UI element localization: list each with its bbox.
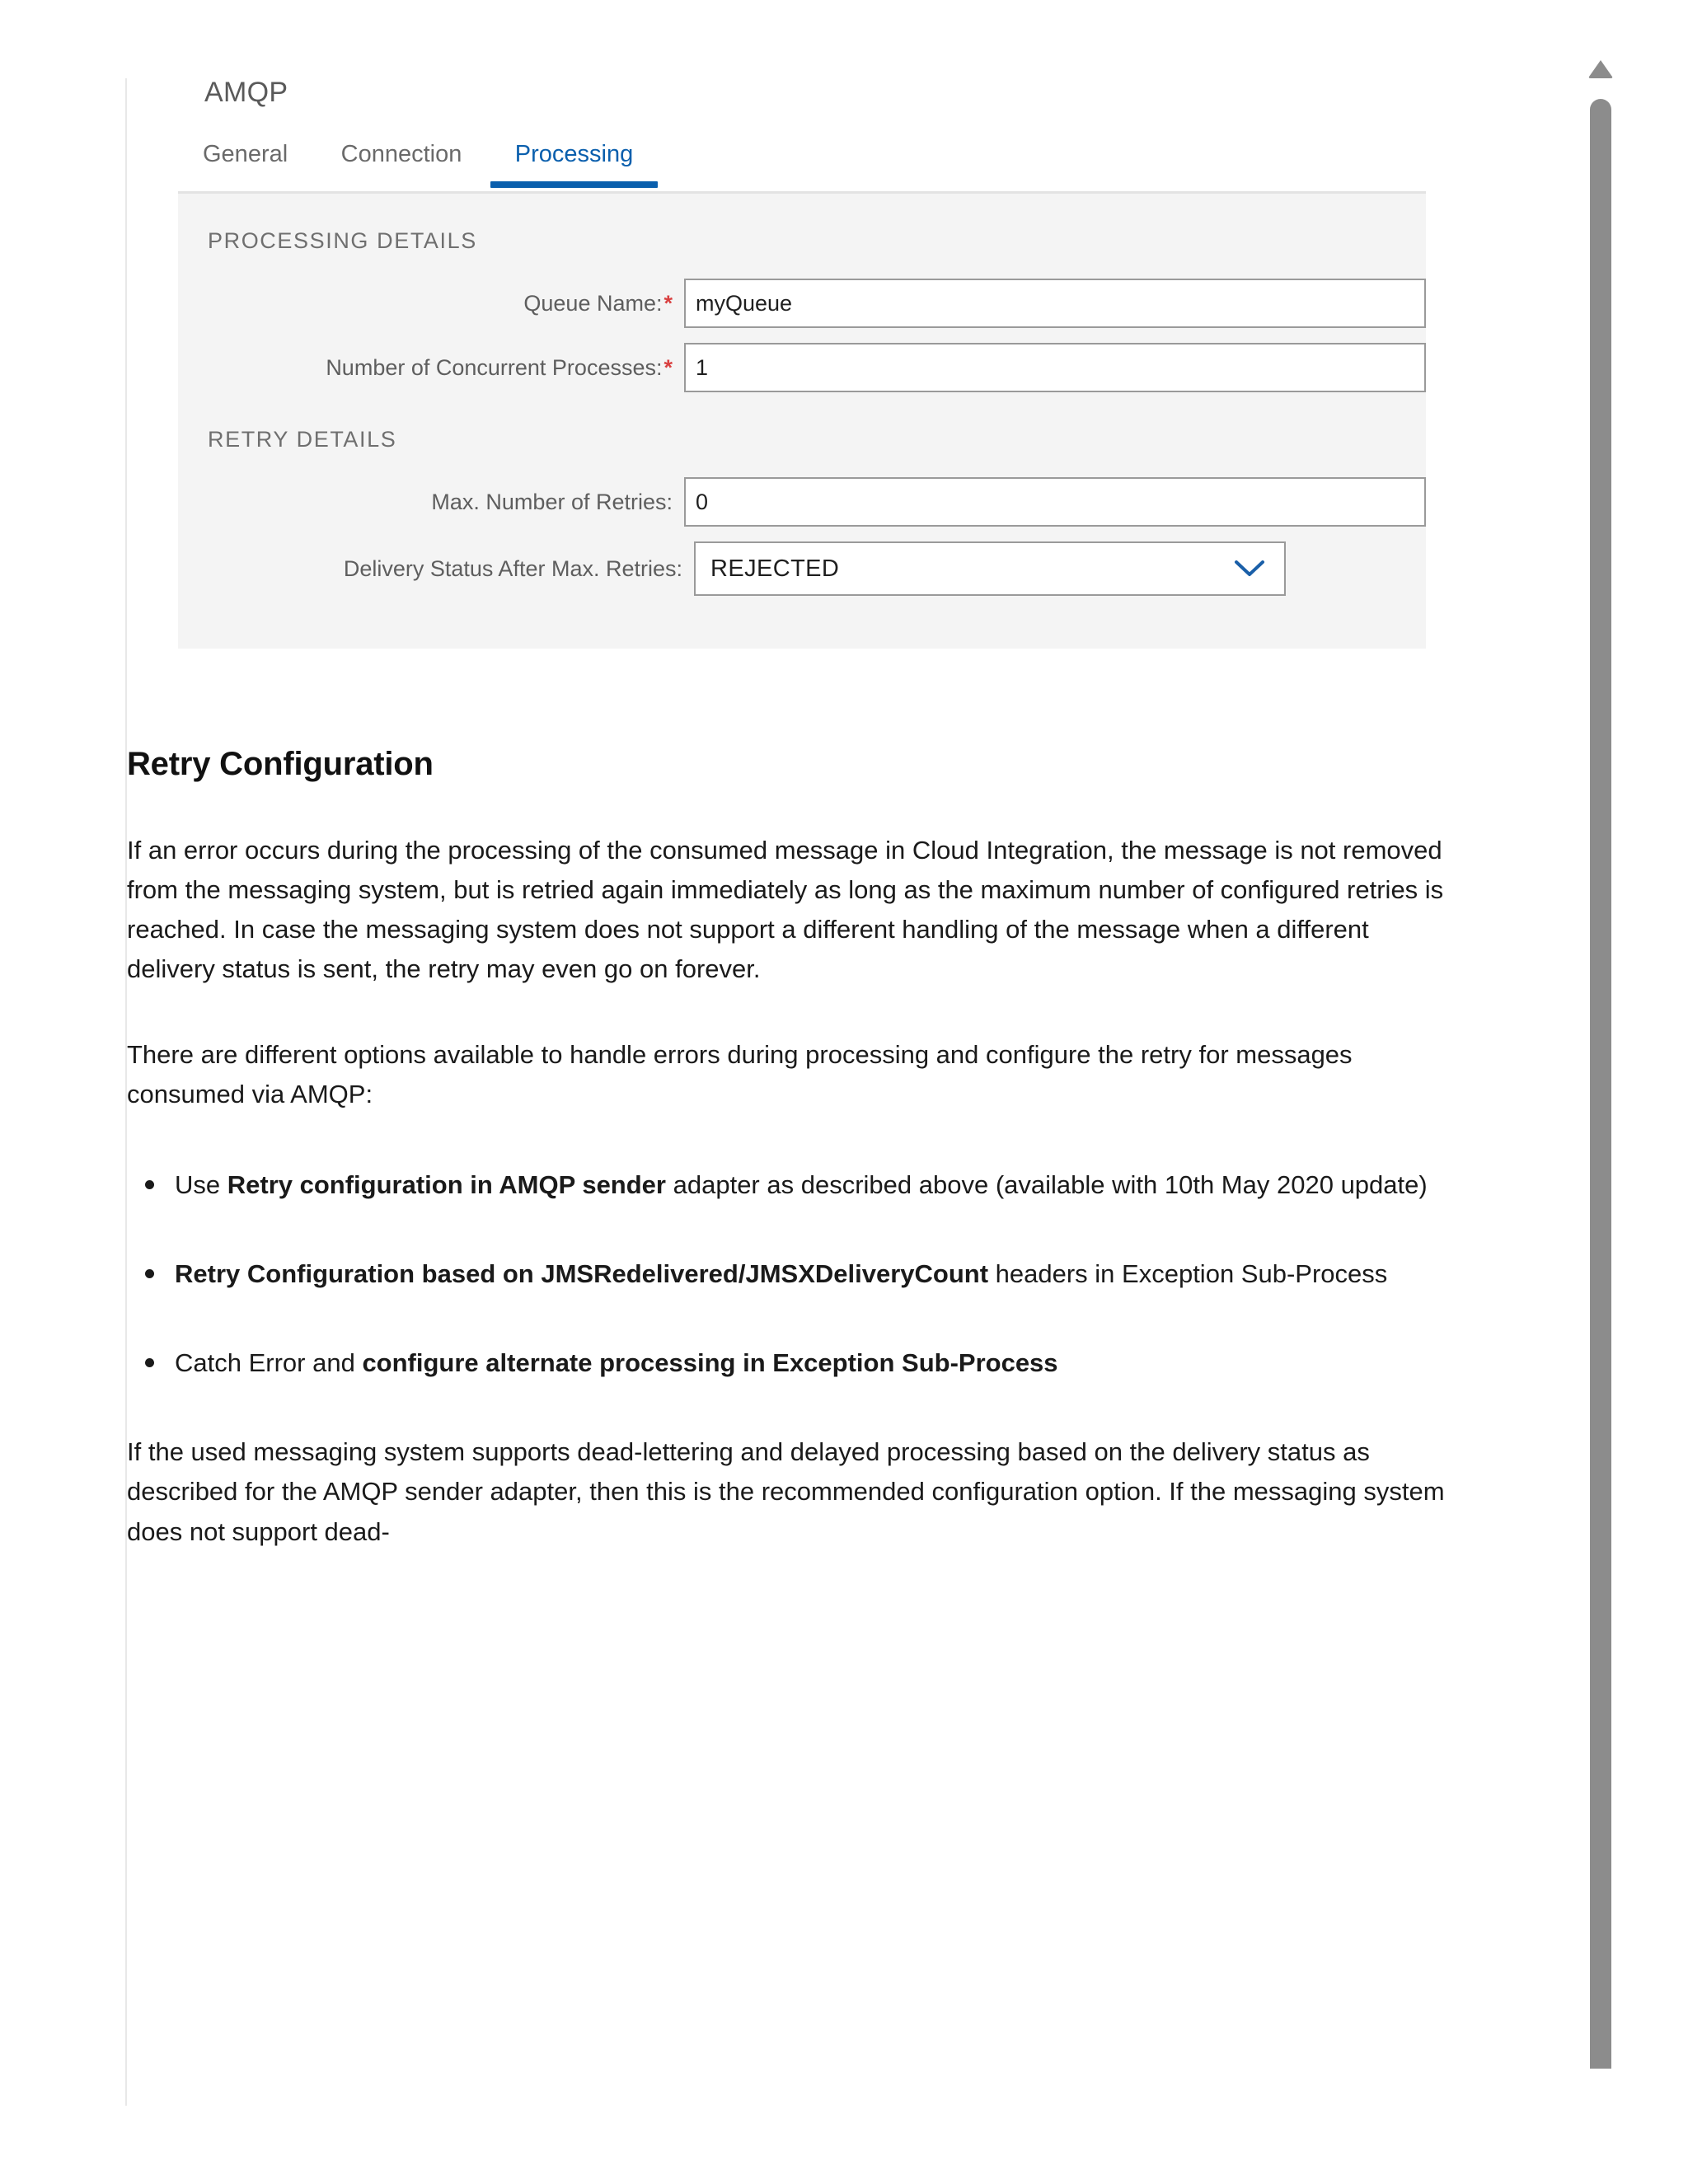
delivery-status-selected-value: REJECTED: [710, 555, 840, 582]
queue-name-input[interactable]: [684, 279, 1426, 328]
label-queue-name-text: Queue Name:: [523, 290, 663, 316]
bullet-0-bold: Retry configuration in AMQP sender: [227, 1170, 666, 1200]
label-queue-name: [208, 291, 684, 316]
scrollbar-thumb[interactable]: [1590, 99, 1611, 2069]
bullet-0-prefix: Use: [175, 1170, 227, 1200]
bullet-2-bold: configure alternate processing in Exception Sub-Process: [362, 1348, 1058, 1378]
field-row-queue-name: [178, 279, 1426, 328]
list-item: [127, 1343, 1461, 1383]
group-title-processing-details: PROCESSING DETAILS: [208, 228, 477, 253]
required-marker-queue-name: *: [663, 290, 673, 316]
settings-panel: [178, 194, 1426, 649]
required-marker-concurrent-processes: *: [663, 354, 673, 380]
adapter-tabstrip: [127, 141, 1520, 194]
vertical-scrollbar[interactable]: [1581, 49, 1620, 2106]
bullet-0-suffix: adapter as described above (available with 10th May 2020 update): [666, 1170, 1428, 1200]
label-delivery-status: Delivery Status After Max. Retries:: [343, 555, 682, 581]
control-queue-name: [684, 279, 1426, 328]
label-concurrent-processes-text: Number of Concurrent Processes:: [326, 354, 663, 380]
max-retries-input[interactable]: [684, 477, 1426, 527]
bullet-1-bold: Retry Configuration based on JMSRedelivered/JMSXDeliveryCount: [175, 1259, 989, 1289]
concurrent-processes-input[interactable]: [684, 343, 1426, 392]
label-concurrent-processes: [208, 355, 684, 381]
control-concurrent-processes: [684, 343, 1426, 392]
control-max-retries: [684, 477, 1426, 527]
paragraph-recommendation: If the used messaging system supports dead-lettering and delayed processing based on the delivery status as described for the AMQP sender adapter, then this is the recommended configuration option. If the messaging system does not support dead-: [127, 1437, 1445, 1546]
field-row-delivery-status: [178, 541, 1426, 596]
delivery-status-select[interactable]: [694, 541, 1286, 596]
tab-connection[interactable]: Connection: [340, 141, 462, 167]
content-column: [127, 49, 1520, 1552]
article-body: [127, 746, 1520, 1552]
control-delivery-status: [694, 541, 1286, 596]
caret-up-icon[interactable]: [1587, 58, 1614, 79]
bullet-1-suffix: headers in Exception Sub-Process: [988, 1259, 1388, 1289]
tab-processing[interactable]: Processing: [490, 141, 658, 188]
paragraph-options-lead: There are different options available to handle errors during processing and configure the retry for messages consumed via AMQP:: [127, 1040, 1353, 1109]
list-item: [127, 1254, 1461, 1294]
page-title: Retry Configuration: [127, 746, 434, 782]
bullet-2-prefix: Catch Error and: [175, 1348, 363, 1378]
list-item: [127, 1165, 1461, 1205]
paragraph-intro: If an error occurs during the processing of the consumed message in Cloud Integration, the message is not removed from the messaging system, but is retried again immediately as long as the maximum number of configured retries is reached. In case the messaging system does not support a different handling of the message when a different delivery status is sent, the retry may even go on forever.: [127, 836, 1444, 984]
retry-options-list: [127, 1165, 1520, 1383]
group-title-retry-details: RETRY DETAILS: [208, 427, 397, 452]
field-row-concurrent-processes: [178, 343, 1426, 392]
label-max-retries: Max. Number of Retries:: [431, 489, 673, 514]
chevron-down-icon: [1233, 558, 1266, 579]
field-row-max-retries: [178, 477, 1426, 527]
tab-general[interactable]: General: [203, 141, 288, 167]
adapter-title: AMQP: [204, 77, 288, 108]
adapter-card: [127, 49, 1520, 649]
